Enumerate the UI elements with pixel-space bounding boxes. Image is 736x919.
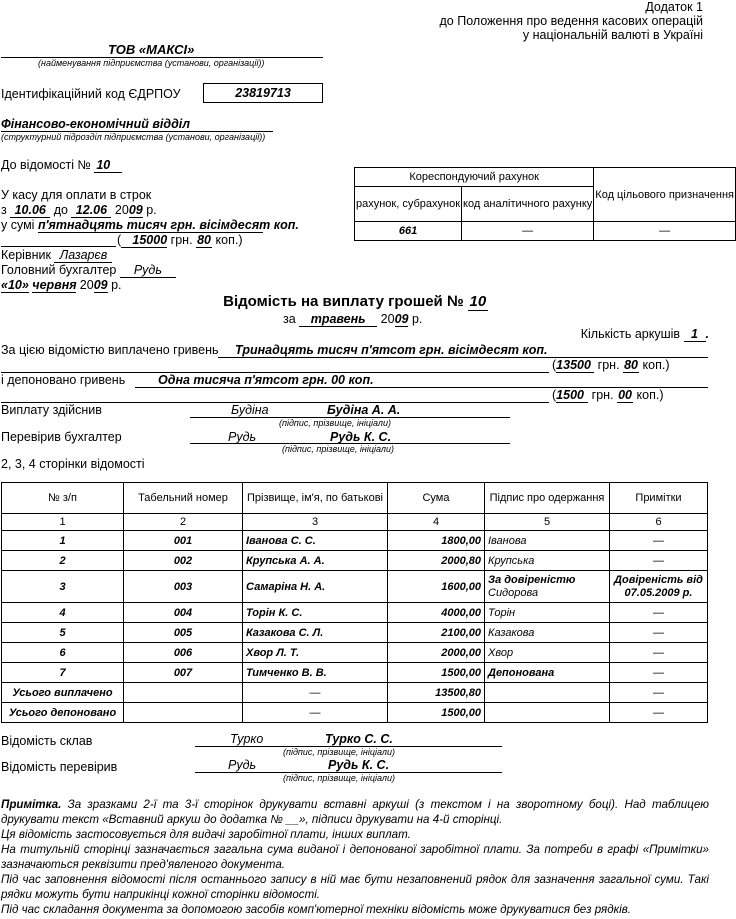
cell-sign: Крупська bbox=[485, 551, 610, 571]
company-name: ТОВ «МАКСІ» bbox=[108, 42, 195, 57]
cell-name: Самаріна Н. А. bbox=[243, 571, 388, 603]
cell-name: Іванова С. С. bbox=[243, 531, 388, 551]
kerivnyk-sign: Лазарєв bbox=[54, 248, 112, 263]
corr-account-table bbox=[354, 167, 736, 241]
cell-sum: 1600,00 bbox=[388, 571, 485, 603]
title-text: Відомість на виплату грошей № bbox=[223, 293, 464, 310]
deposited-number: 1500 bbox=[556, 388, 588, 403]
colnum-3: 3 bbox=[243, 514, 388, 531]
cell-sign: Іванова bbox=[485, 531, 610, 551]
cell-note: — bbox=[610, 623, 708, 643]
sum-number: 15000 bbox=[121, 233, 167, 248]
cell-n: 6 bbox=[2, 643, 124, 663]
cell-sign: Депонована bbox=[485, 663, 610, 683]
note-p1: За зразками 2-ї та 3-ї сторінок друкувати вставні аркуші (з текстом і на зворотному боці). Над таблицею друкувати текст «Вставний аркуш до додатка № __», підписи друкувати на 4-й сторінці. bbox=[1, 798, 709, 826]
cell-tab: 001 bbox=[124, 531, 243, 551]
kerivnyk-label: Керівник bbox=[1, 248, 51, 262]
verified-caption: (підпис, прізвище, ініціали) bbox=[283, 773, 395, 783]
corr-val-account: 661 bbox=[355, 222, 462, 241]
cell-note: Довіреність від 07.05.2009 р. bbox=[610, 571, 708, 603]
colnum-5: 5 bbox=[485, 514, 610, 531]
cell-note: — bbox=[610, 531, 708, 551]
cell-n: 7 bbox=[2, 663, 124, 683]
order-year-prefix: 20 bbox=[79, 278, 94, 292]
paid-grn: грн. bbox=[597, 358, 620, 372]
dep-open-paren: ( bbox=[552, 388, 557, 402]
dep-kop-label: коп.) bbox=[636, 388, 664, 402]
year-suffix: 09 bbox=[128, 203, 143, 217]
checked-by-label: Перевірив бухгалтер bbox=[1, 430, 122, 444]
cell-sum: 2100,00 bbox=[388, 623, 485, 643]
cell-sum: 1500,00 bbox=[388, 663, 485, 683]
th-tab-number: Табельний номер bbox=[124, 483, 243, 514]
order-date-line bbox=[1, 278, 122, 293]
cell-sign-proxy: За довіреністю bbox=[488, 573, 576, 586]
date-from: 10.06 bbox=[10, 203, 50, 218]
th-number: № з/п bbox=[2, 483, 124, 514]
colnum-1: 1 bbox=[2, 514, 124, 531]
total-paid-sum: 13500,80 bbox=[388, 683, 485, 703]
appendix-header bbox=[440, 0, 703, 42]
document-title bbox=[0, 293, 711, 311]
sheets-value: 1 bbox=[684, 327, 706, 342]
composed-label: Відомість склав bbox=[1, 734, 93, 748]
order-year-suffix: 09 bbox=[93, 278, 108, 292]
cell-n: 4 bbox=[2, 603, 124, 623]
cell-sign: Торін bbox=[485, 603, 610, 623]
th-notes: Примітки bbox=[610, 483, 708, 514]
paid-kop: 80 bbox=[624, 358, 638, 372]
cell-note: — bbox=[610, 663, 708, 683]
date-to: 12.06 bbox=[71, 203, 111, 218]
th-sum: Сума bbox=[388, 483, 485, 514]
corr-val-analytic: — bbox=[462, 222, 594, 241]
composed-sign: Турко bbox=[230, 732, 264, 746]
paid-by-caption: (підпис, прізвище, ініціали) bbox=[279, 418, 391, 428]
note-p3: На титульній сторінці зазначається загальна сума виданої і депонованої заробітної плати. За потреби в графі «Примітки» зазначаються реквізити пред'явленого документа. bbox=[1, 843, 709, 871]
title-number: 10 bbox=[469, 293, 487, 310]
th-full-name: Прізвище, ім'я, по батькові bbox=[243, 483, 388, 514]
z-label: з bbox=[1, 203, 7, 217]
colnum-4: 4 bbox=[388, 514, 485, 531]
paid-number-line bbox=[552, 358, 669, 373]
total-paid-note: — bbox=[610, 683, 708, 703]
table-row bbox=[2, 663, 708, 683]
colnum-2: 2 bbox=[124, 514, 243, 531]
cell-n: 5 bbox=[2, 623, 124, 643]
total-paid-dash: — bbox=[243, 683, 388, 703]
title-period bbox=[283, 312, 422, 327]
verified-label: Відомість перевірив bbox=[1, 760, 118, 774]
appendix-line-3: у національній валюті в Україні bbox=[522, 28, 703, 42]
table-row bbox=[2, 551, 708, 571]
note-p2: Ця відомість застосовується для видачі заробітної плати, інших виплат. bbox=[1, 828, 411, 841]
table-row bbox=[2, 603, 708, 623]
order-date-r: р. bbox=[111, 278, 122, 292]
grn-label: грн. bbox=[170, 233, 193, 247]
kerivnyk-line bbox=[1, 248, 112, 263]
table-row bbox=[2, 623, 708, 643]
department-caption: (структурний підрозділ підприємства (установи, організації)) bbox=[1, 132, 266, 142]
note-title: Примітка. bbox=[1, 798, 62, 811]
cell-name: Крупська А. А. bbox=[243, 551, 388, 571]
deposited-kop: 00 bbox=[618, 388, 632, 402]
cell-n: 3 bbox=[2, 571, 124, 603]
sum-number-line bbox=[117, 233, 242, 248]
deposited-number-line bbox=[552, 388, 663, 403]
cell-sum: 2000,00 bbox=[388, 643, 485, 663]
table-header-row bbox=[2, 483, 708, 514]
sum-label: у сумі bbox=[1, 218, 35, 232]
cell-note: — bbox=[610, 551, 708, 571]
paid-by-label: Виплату здійснив bbox=[1, 403, 102, 417]
cell-name: Торін К. С. bbox=[243, 603, 388, 623]
checked-by-caption: (підпис, прізвище, ініціали) bbox=[282, 444, 394, 454]
do-label: до bbox=[53, 203, 68, 217]
title-year-suffix: 09 bbox=[394, 312, 409, 326]
payment-table bbox=[1, 482, 708, 723]
appendix-line-1: Додаток 1 bbox=[645, 0, 703, 14]
sum-words: п'ятнадцять тисяч грн. вісімдесят коп. bbox=[37, 218, 299, 232]
cell-tab: 004 bbox=[124, 603, 243, 623]
cell-tab: 003 bbox=[124, 571, 243, 603]
order-date-day: «10» bbox=[1, 278, 29, 292]
note-p5: Під час складання документа за допомогою засобів комп'ютерної техніки відомість може друкуватися без рядків. bbox=[1, 903, 631, 916]
cell-n: 1 bbox=[2, 531, 124, 551]
r-label: р. bbox=[146, 203, 157, 217]
title-year-prefix: 20 bbox=[380, 312, 395, 326]
paid-open-paren: ( bbox=[552, 358, 557, 372]
total-paid-label: Усього виплачено bbox=[2, 683, 124, 703]
corr-val-purpose: — bbox=[594, 222, 736, 241]
sum-line bbox=[1, 218, 299, 233]
total-dep-dash: — bbox=[243, 703, 388, 723]
note-p4: Під час заповнення відомості після останнього запису в ній має бути незаповнений рядок для зазначення загальної суми. Такі рядки можуть бути наприкінці кожної сторінки відомості. bbox=[1, 873, 709, 901]
checked-by-sign: Рудь bbox=[228, 430, 257, 444]
cell-note: — bbox=[610, 643, 708, 663]
cell-sign bbox=[485, 571, 610, 603]
cell-name: Хвор Л. Т. bbox=[243, 643, 388, 663]
table-row bbox=[2, 571, 708, 603]
table-colnum-row bbox=[2, 514, 708, 531]
appendix-line-2: до Положення про ведення касових операцій bbox=[439, 14, 703, 28]
order-date-month: червня bbox=[32, 278, 77, 292]
corr-col-purpose: Код цільового призначення bbox=[594, 168, 736, 222]
cell-sign: Казакова bbox=[485, 623, 610, 643]
total-deposited-row bbox=[2, 703, 708, 723]
dep-grn: грн. bbox=[591, 388, 614, 402]
cell-sign-name: Сидорова bbox=[488, 586, 539, 599]
total-paid-row bbox=[2, 683, 708, 703]
open-paren: ( bbox=[117, 233, 122, 247]
paid-by-name: Будіна А. А. bbox=[327, 403, 401, 417]
colnum-6: 6 bbox=[610, 514, 708, 531]
checked-by-name: Рудь К. С. bbox=[330, 430, 392, 444]
verified-name: Рудь К. С. bbox=[328, 758, 390, 772]
sum-kop: 80 bbox=[197, 233, 211, 247]
footnote bbox=[1, 797, 709, 917]
cell-n: 2 bbox=[2, 551, 124, 571]
total-dep-note: — bbox=[610, 703, 708, 723]
composed-caption: (підпис, прізвище, ініціали) bbox=[283, 747, 395, 757]
year-prefix: 20 bbox=[114, 203, 129, 217]
table-row bbox=[2, 643, 708, 663]
sheets-dot: . bbox=[705, 327, 709, 341]
buh-line bbox=[1, 263, 176, 278]
buh-label: Головний бухгалтер bbox=[1, 263, 117, 277]
corr-header: Кореспондуючий рахунок bbox=[355, 168, 594, 187]
total-dep-label: Усього депоновано bbox=[2, 703, 124, 723]
cell-tab: 006 bbox=[124, 643, 243, 663]
department: Фінансово-економічний відділ bbox=[1, 117, 191, 131]
cell-sum: 2000,80 bbox=[388, 551, 485, 571]
buh-sign: Рудь bbox=[120, 263, 176, 278]
kop-label: коп.) bbox=[215, 233, 243, 247]
cell-tab: 002 bbox=[124, 551, 243, 571]
pages-note: 2, 3, 4 сторінки відомості bbox=[1, 457, 145, 471]
vidomosti-label: До відомості № bbox=[1, 158, 91, 172]
cell-sum: 1800,00 bbox=[388, 531, 485, 551]
sheets-label: Кількість аркушів bbox=[580, 327, 681, 341]
cell-tab: 005 bbox=[124, 623, 243, 643]
company-name-caption: (найменування підприємства (установи, організації)) bbox=[38, 58, 265, 68]
kasa-text: У касу для оплати в строк bbox=[1, 188, 152, 202]
cell-sign: Хвор bbox=[485, 643, 610, 663]
paid-words: Тринадцять тисяч п'ятсот грн. вісімдесят коп. bbox=[235, 343, 548, 357]
corr-col-analytic: код аналітичного рахунку bbox=[462, 187, 594, 222]
paid-kop-label: коп.) bbox=[642, 358, 670, 372]
title-r: р. bbox=[411, 312, 423, 326]
paid-number: 13500 bbox=[556, 358, 594, 373]
total-dep-sum: 1500,00 bbox=[388, 703, 485, 723]
title-month: травень bbox=[299, 312, 377, 327]
paid-label: За цією відомістю виплачено гривень bbox=[1, 343, 219, 357]
period-line bbox=[1, 203, 157, 218]
deposited-words: Одна тисяча п'ятсот грн. 00 коп. bbox=[158, 373, 374, 387]
sheets-line bbox=[581, 327, 709, 342]
cell-name: Казакова С. Л. bbox=[243, 623, 388, 643]
edrpou-value: 23819713 bbox=[203, 83, 323, 103]
cell-tab: 007 bbox=[124, 663, 243, 683]
deposited-label: і депоновано гривень bbox=[1, 373, 126, 387]
composed-name: Турко С. С. bbox=[325, 732, 393, 746]
za-label: за bbox=[283, 312, 296, 326]
cell-name: Тимченко В. В. bbox=[243, 663, 388, 683]
paid-by-sign: Будіна bbox=[231, 403, 269, 417]
vidomosti-number: 10 bbox=[94, 158, 122, 173]
corr-col-account: рахунок, субрахунок bbox=[355, 187, 462, 222]
table-row bbox=[2, 531, 708, 551]
th-signature: Підпис про одержання bbox=[485, 483, 610, 514]
edrpou-label: Ідентифікаційний код ЄДРПОУ bbox=[1, 87, 181, 101]
cell-note: — bbox=[610, 603, 708, 623]
verified-sign: Рудь bbox=[228, 758, 257, 772]
cell-sum: 4000,00 bbox=[388, 603, 485, 623]
vidomosti-line bbox=[1, 158, 122, 173]
